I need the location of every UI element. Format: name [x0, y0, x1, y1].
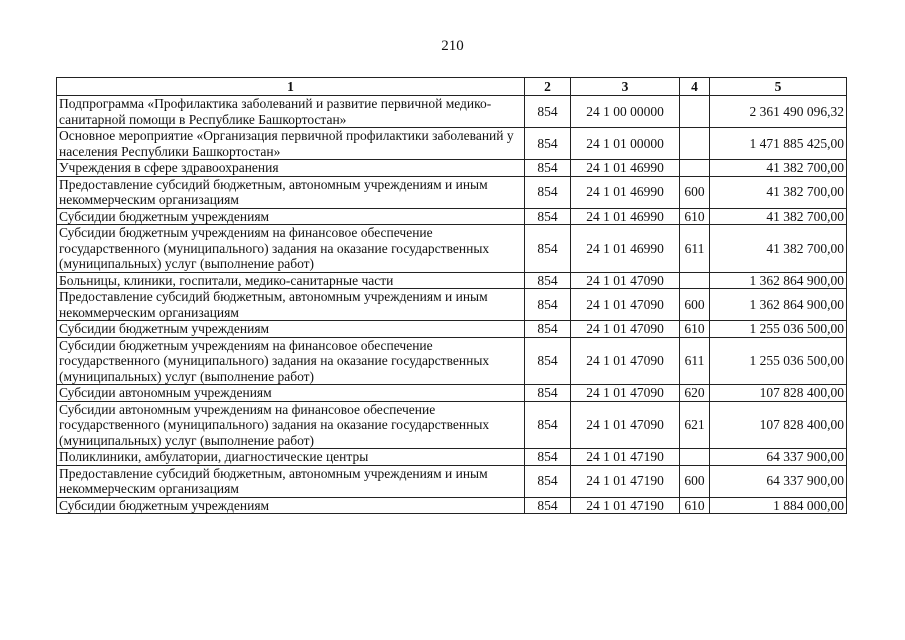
table-row — [57, 385, 847, 402]
table-row — [57, 289, 847, 321]
cell-amount: 1 255 036 500,00 — [710, 337, 847, 385]
header-name-column: 1 — [57, 78, 525, 96]
cell-type: 600 — [680, 289, 710, 321]
cell-ministry: 854 — [525, 272, 571, 289]
table-row — [57, 401, 847, 449]
cell-amount: 41 382 700,00 — [710, 176, 847, 208]
cell-ministry: 854 — [525, 160, 571, 177]
cell-amount: 41 382 700,00 — [710, 225, 847, 273]
cell-code: 24 1 01 46990 — [571, 225, 680, 273]
table-body — [57, 96, 847, 514]
cell-type: 610 — [680, 497, 710, 514]
table-row — [57, 337, 847, 385]
table-row — [57, 321, 847, 338]
cell-ministry: 854 — [525, 465, 571, 497]
cell-name: Учреждения в сфере здравоохранения — [57, 160, 525, 177]
header-ministry-column: 2 — [525, 78, 571, 96]
cell-amount: 41 382 700,00 — [710, 160, 847, 177]
cell-amount: 64 337 900,00 — [710, 449, 847, 466]
cell-ministry: 854 — [525, 321, 571, 338]
cell-amount: 41 382 700,00 — [710, 208, 847, 225]
cell-amount: 1 471 885 425,00 — [710, 128, 847, 160]
cell-name: Субсидии бюджетным учреждениям — [57, 208, 525, 225]
cell-amount: 1 362 864 900,00 — [710, 272, 847, 289]
cell-name: Субсидии бюджетным учреждениям — [57, 497, 525, 514]
table-row — [57, 208, 847, 225]
header-type-column: 4 — [680, 78, 710, 96]
cell-type: 610 — [680, 208, 710, 225]
table-row — [57, 128, 847, 160]
table-row — [57, 272, 847, 289]
cell-name: Предоставление субсидий бюджетным, автономным учреждениям и иным некоммерческим организациям — [57, 289, 525, 321]
cell-code: 24 1 01 46990 — [571, 176, 680, 208]
cell-amount: 64 337 900,00 — [710, 465, 847, 497]
cell-name: Предоставление субсидий бюджетным, автономным учреждениям и иным некоммерческим организациям — [57, 465, 525, 497]
table-row — [57, 96, 847, 128]
cell-amount: 107 828 400,00 — [710, 401, 847, 449]
cell-ministry: 854 — [525, 385, 571, 402]
cell-type — [680, 96, 710, 128]
cell-ministry: 854 — [525, 289, 571, 321]
budget-table — [56, 77, 847, 514]
cell-name: Подпрограмма «Профилактика заболеваний и развитие первичной медико-санитарной помощи в Республике Башкортостан» — [57, 96, 525, 128]
cell-type: 610 — [680, 321, 710, 338]
table-row — [57, 465, 847, 497]
cell-code: 24 1 00 00000 — [571, 96, 680, 128]
cell-ministry: 854 — [525, 497, 571, 514]
cell-ministry: 854 — [525, 401, 571, 449]
cell-code: 24 1 01 47190 — [571, 449, 680, 466]
cell-name: Основное мероприятие «Организация первичной профилактики заболеваний у населения Республики Башкортостан» — [57, 128, 525, 160]
cell-code: 24 1 01 47090 — [571, 272, 680, 289]
cell-ministry: 854 — [525, 96, 571, 128]
cell-type: 620 — [680, 385, 710, 402]
cell-amount: 107 828 400,00 — [710, 385, 847, 402]
cell-name: Поликлиники, амбулатории, диагностические центры — [57, 449, 525, 466]
table-row — [57, 160, 847, 177]
cell-type: 600 — [680, 465, 710, 497]
cell-ministry: 854 — [525, 128, 571, 160]
cell-type — [680, 160, 710, 177]
cell-ministry: 854 — [525, 208, 571, 225]
cell-type: 611 — [680, 225, 710, 273]
cell-type: 611 — [680, 337, 710, 385]
cell-name: Субсидии автономным учреждениям — [57, 385, 525, 402]
page-number: 210 — [441, 38, 464, 54]
cell-type: 621 — [680, 401, 710, 449]
cell-name: Субсидии автономным учреждениям на финансовое обеспечение государственного (муниципального) задания на оказание государственных (муниципальных) услуг (выполнение работ) — [57, 401, 525, 449]
cell-code: 24 1 01 47090 — [571, 337, 680, 385]
cell-name: Предоставление субсидий бюджетным, автономным учреждениям и иным некоммерческим организациям — [57, 176, 525, 208]
cell-type: 600 — [680, 176, 710, 208]
cell-code: 24 1 01 47090 — [571, 385, 680, 402]
cell-name: Больницы, клиники, госпитали, медико-санитарные части — [57, 272, 525, 289]
cell-code: 24 1 01 46990 — [571, 208, 680, 225]
cell-ministry: 854 — [525, 225, 571, 273]
cell-code: 24 1 01 47090 — [571, 401, 680, 449]
cell-code: 24 1 01 47190 — [571, 465, 680, 497]
cell-amount: 1 255 036 500,00 — [710, 321, 847, 338]
cell-amount: 2 361 490 096,32 — [710, 96, 847, 128]
cell-name: Субсидии бюджетным учреждениям на финансовое обеспечение государственного (муниципального) задания на оказание государственных (муниципальных) услуг (выполнение работ) — [57, 225, 525, 273]
cell-ministry: 854 — [525, 176, 571, 208]
table-row — [57, 176, 847, 208]
cell-type — [680, 272, 710, 289]
cell-code: 24 1 01 47190 — [571, 497, 680, 514]
cell-code: 24 1 01 46990 — [571, 160, 680, 177]
cell-ministry: 854 — [525, 337, 571, 385]
cell-name: Субсидии бюджетным учреждениям на финансовое обеспечение государственного (муниципального) задания на оказание государственных (муниципальных) услуг (выполнение работ) — [57, 337, 525, 385]
cell-name: Субсидии бюджетным учреждениям — [57, 321, 525, 338]
header-code-column: 3 — [571, 78, 680, 96]
cell-code: 24 1 01 00000 — [571, 128, 680, 160]
header-amount-column: 5 — [710, 78, 847, 96]
cell-amount: 1 884 000,00 — [710, 497, 847, 514]
cell-code: 24 1 01 47090 — [571, 289, 680, 321]
table-header — [57, 78, 847, 96]
header-row — [57, 78, 847, 96]
table-row — [57, 497, 847, 514]
cell-ministry: 854 — [525, 449, 571, 466]
table-row — [57, 225, 847, 273]
cell-amount: 1 362 864 900,00 — [710, 289, 847, 321]
table-row — [57, 449, 847, 466]
cell-type — [680, 128, 710, 160]
cell-type — [680, 449, 710, 466]
cell-code: 24 1 01 47090 — [571, 321, 680, 338]
